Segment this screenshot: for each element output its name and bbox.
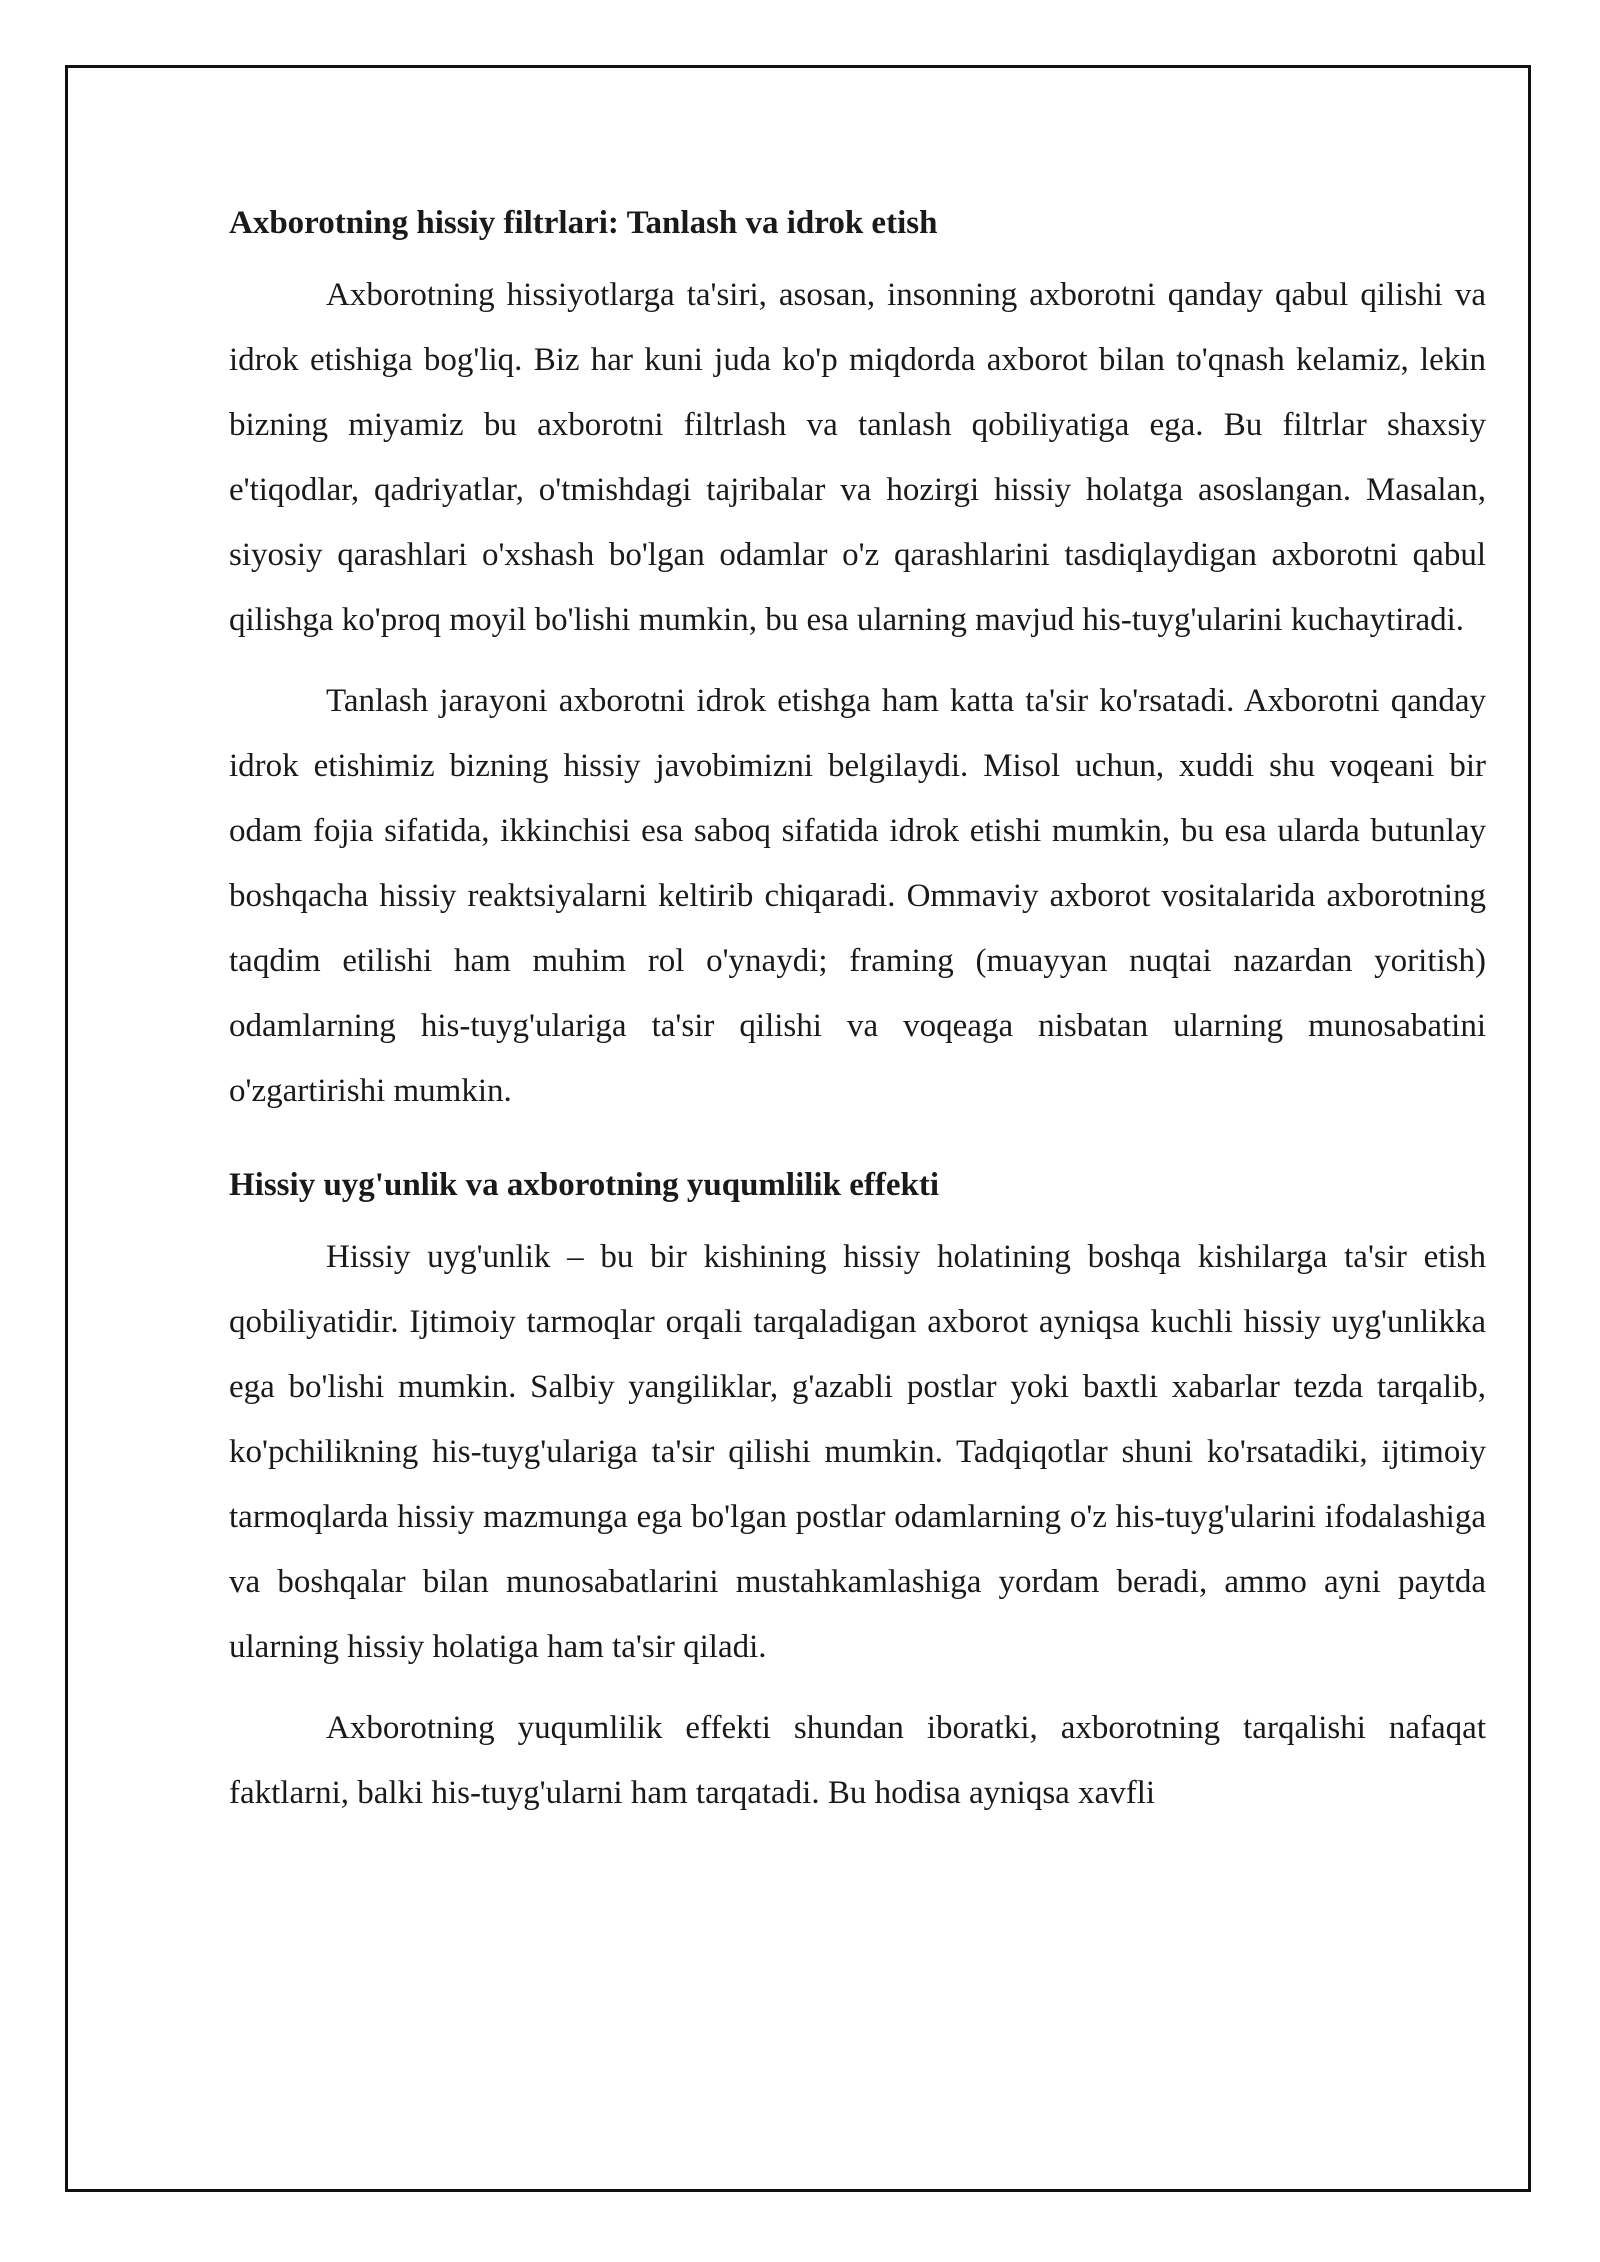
paragraph: Hissiy uyg'unlik – bu bir kishining hissiy holatining boshqa kishilarga ta'sir etish qobiliyatidir. Ijtimoiy tarmoqlar orqali tarqaladigan axborot ayniqsa kuchli hissiy uyg'unlikka ega bo'lishi mumkin. Salbiy yangiliklar, g'azabli postlar yoki baxtli xabarlar tezda tarqalib, ko'pchilikning his-tuyg'ulariga ta'sir qilishi mumkin. Tadqiqotlar shuni ko'rsatadiki, ijtimoiy tarmoqlarda hissiy mazmunga ega bo'lgan postlar odamlarning o'z his-tuyg'ularini ifodalashiga va boshqalar bilan munosabatlarini mustahkamlashiga yordam beradi, ammo ayni paytda ularning hissiy holatiga ham ta'sir qiladi. xyxy=(229,1239,1486,1665)
section-heading-contagion: Hissiy uyg'unlik va axborotning yuqumlilik effekti xyxy=(229,1167,939,1203)
paragraph: Axborotning hissiyotlarga ta'siri, asosan, insonning axborotni qanday qabul qilishi va idrok etishiga bog'liq. Biz har kuni juda ko'p miqdorda axborot bilan to'qnash kelamiz, lekin bizning miyamiz bu axborotni filtrlash va tanlash qobiliyatiga ega. Bu filtrlar shaxsiy e'tiqodlar, qadriyatlar, o'tmishdagi tajribalar va hozirgi hissiy holatga asoslangan. Masalan, siyosiy qarashlari o'xshash bo'lgan odamlar o'z qarashlarini tasdiqlaydigan axborotni qabul qilishga ko'proq moyil bo'lishi mumkin, bu esa ularning mavjud his-tuyg'ularini kuchaytiradi. xyxy=(229,277,1486,638)
paragraph: Axborotning yuqumlilik effekti shundan iboratki, axborotning tarqalishi nafaqat faktlarni, balki his-tuyg'ularni ham tarqatadi. Bu hodisa ayniqsa xavfli xyxy=(229,1710,1486,1811)
paragraph: Tanlash jarayoni axborotni idrok etishga ham katta ta'sir ko'rsatadi. Axborotni qanday idrok etishimiz bizning hissiy javobimizni belgilaydi. Misol uchun, xuddi shu voqeani bir odam fojia sifatida, ikkinchisi esa saboq sifatida idrok etishi mumkin, bu esa ularda butunlay boshqacha hissiy reaktsiyalarni keltirib chiqaradi. Ommaviy axborot vositalarida axborotning taqdim etilishi ham muhim rol o'ynaydi; framing (muayyan nuqtai nazardan yoritish) odamlarning his-tuyg'ulariga ta'sir qilishi va voqeaga nisbatan ularning munosabatini o'zgartirishi mumkin. xyxy=(229,683,1486,1109)
document-body xyxy=(229,196,1486,1842)
section-heading-filters: Axborotning hissiy filtrlari: Tanlash va idrok etish xyxy=(229,205,938,241)
